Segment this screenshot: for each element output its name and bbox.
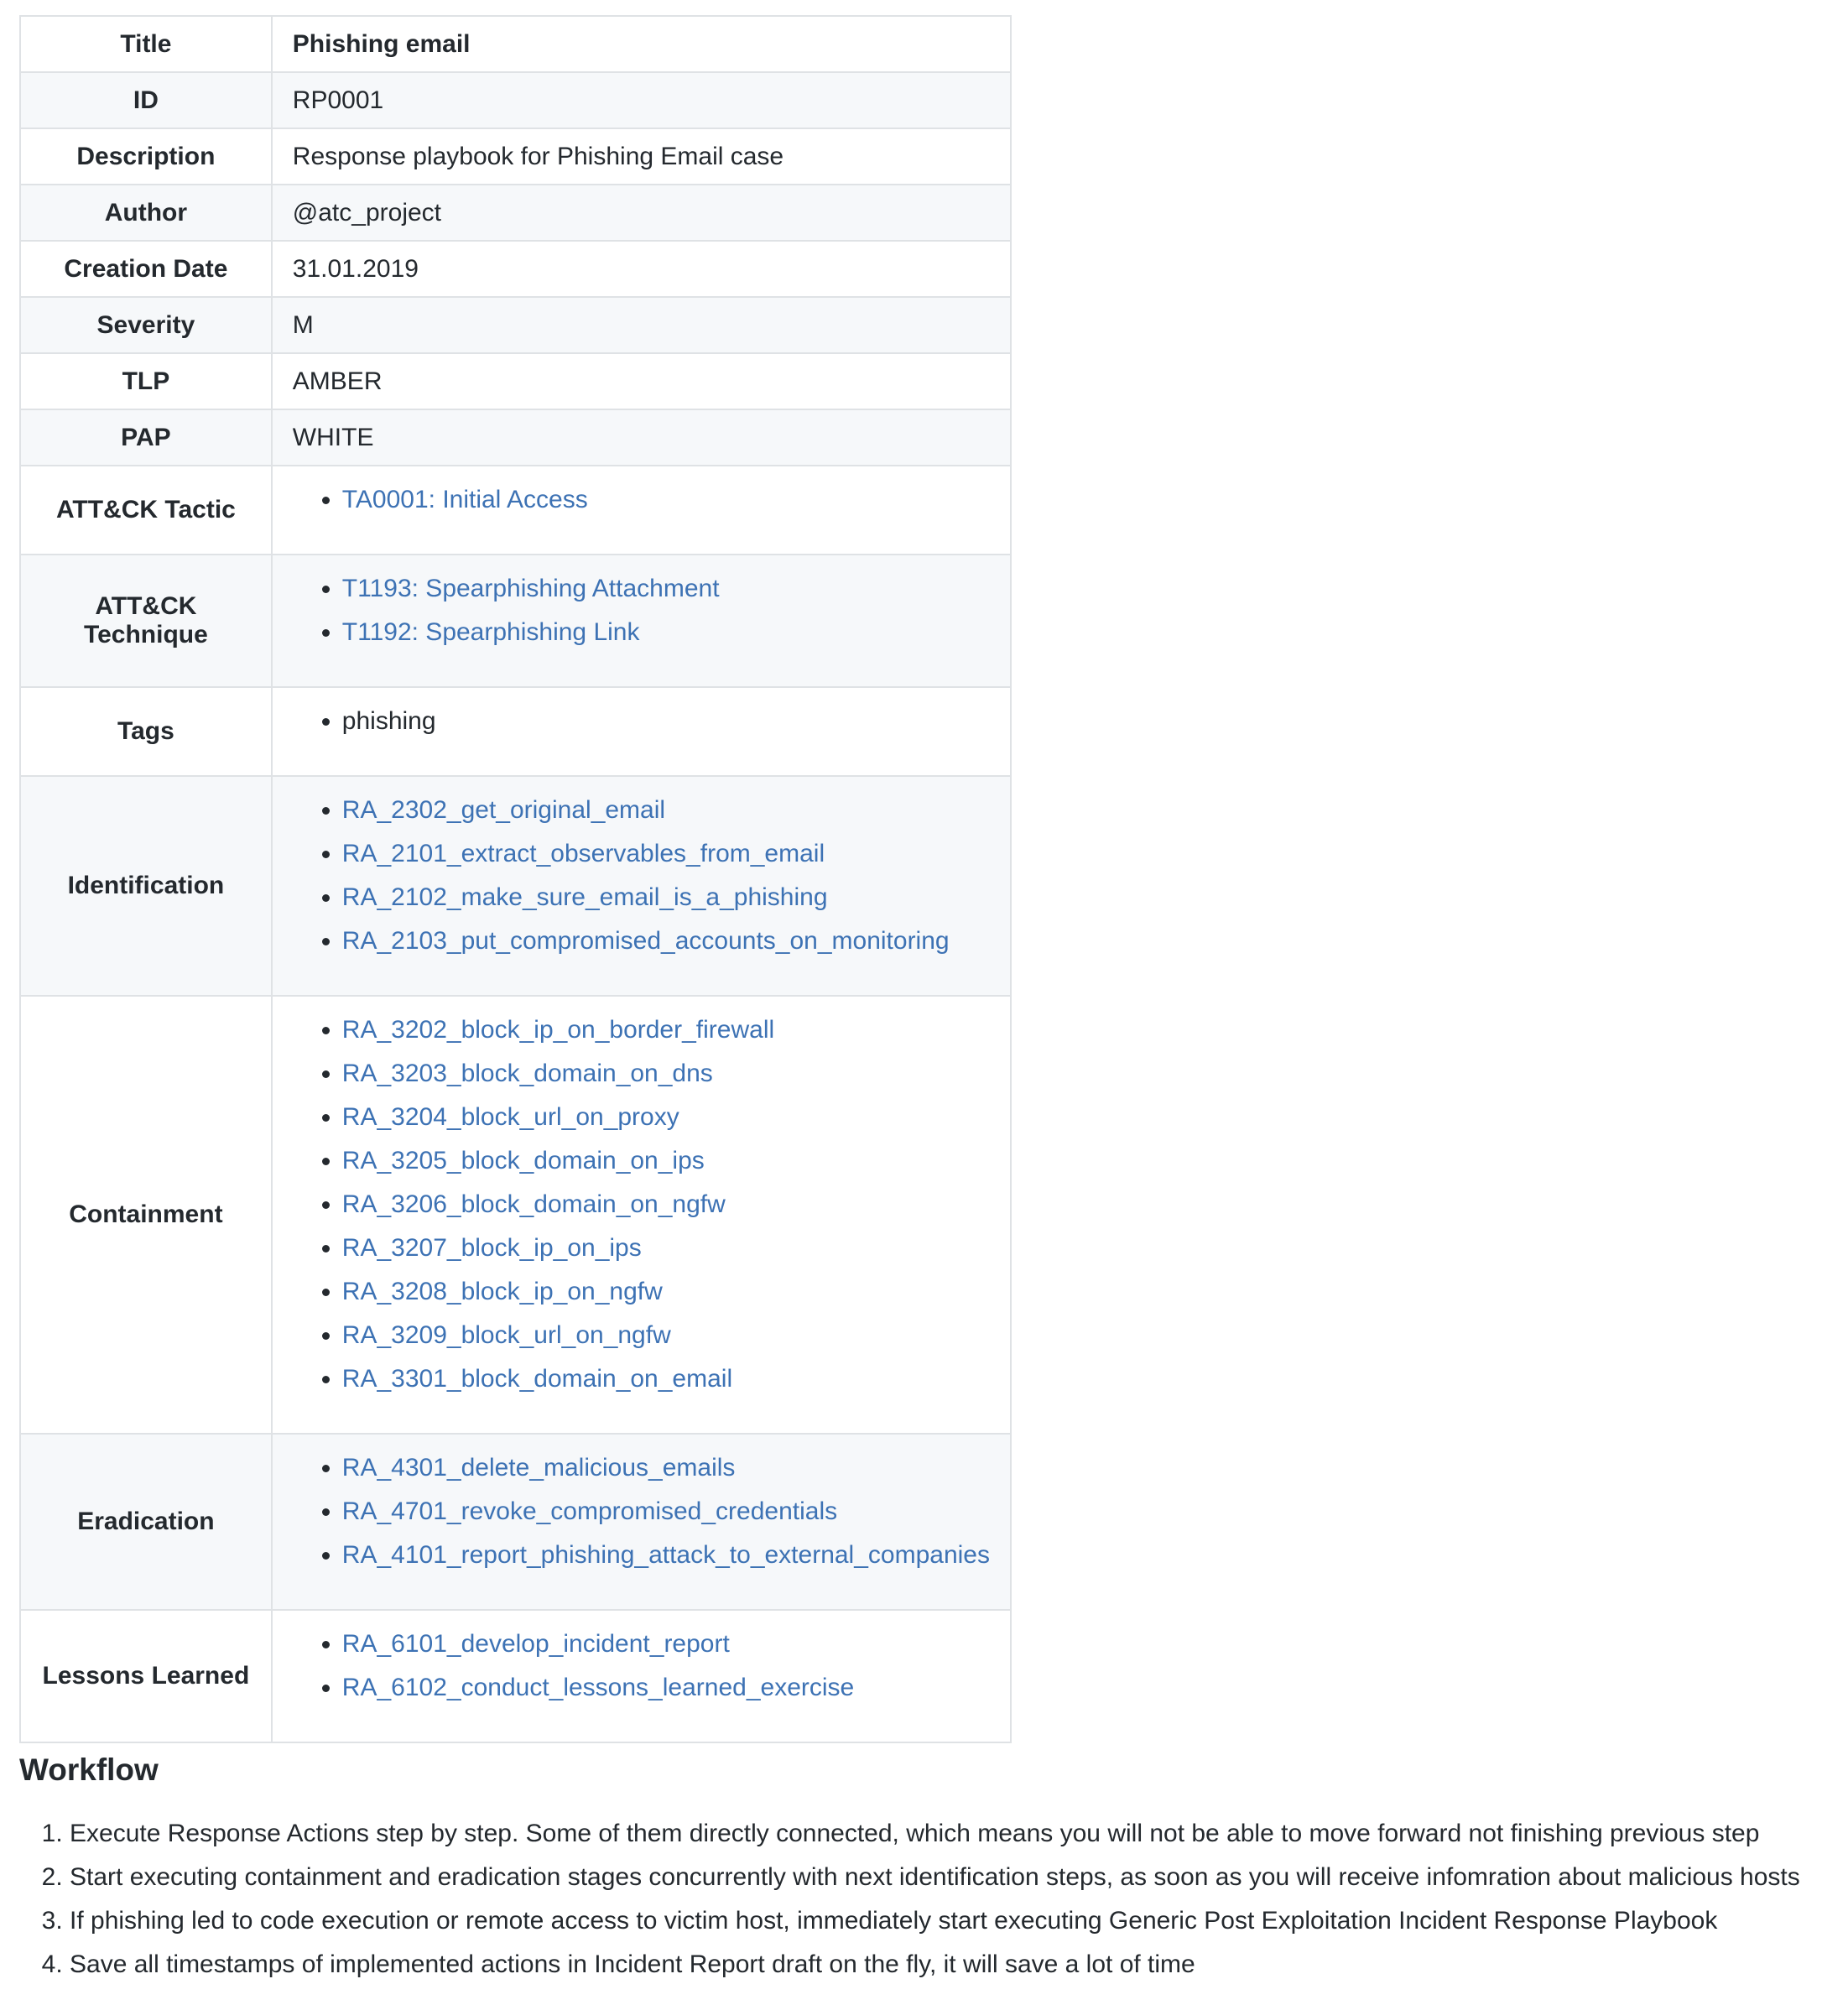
table-row-id <box>20 72 1011 128</box>
list-item <box>342 1490 990 1534</box>
response-action-link[interactable]: RA_6102_conduct_lessons_learned_exercise <box>341 1674 855 1701</box>
table-row-lessons-learned <box>20 1610 1011 1742</box>
response-action-link[interactable]: RA_3208_block_ip_on_ngfw <box>341 1278 663 1305</box>
lessons-learned-list <box>293 1611 990 1742</box>
containment-list <box>293 997 990 1433</box>
response-action-link[interactable]: RA_2302_get_original_email <box>341 796 666 824</box>
table-row-tlp <box>20 353 1011 409</box>
list-item <box>342 1096 990 1139</box>
list-item <box>342 1052 990 1096</box>
response-action-link[interactable]: RA_3301_block_domain_on_email <box>341 1365 733 1393</box>
list-item <box>342 1008 990 1052</box>
row-label-tags: Tags <box>20 687 272 776</box>
response-action-link[interactable]: RA_4101_report_phishing_attack_to_external_companies <box>341 1541 990 1569</box>
row-label-description: Description <box>20 128 272 185</box>
table-row-creation-date <box>20 241 1011 297</box>
workflow-step: 4. Save all timestamps of implemented actions in Incident Report draft on the fly, it will save a lot of time <box>70 1943 1848 1987</box>
response-action-link[interactable]: RA_3202_block_ip_on_border_firewall <box>341 1016 775 1044</box>
table-row-author <box>20 185 1011 241</box>
row-value-severity: M <box>272 297 1011 353</box>
technique-link[interactable]: T1192: Spearphishing Link <box>341 618 640 646</box>
response-action-link[interactable]: RA_3205_block_domain_on_ips <box>341 1147 705 1174</box>
row-label-id: ID <box>20 72 272 128</box>
row-label-technique: ATT&CK Technique <box>20 555 272 687</box>
response-action-link[interactable]: RA_3207_block_ip_on_ips <box>341 1234 642 1262</box>
list-item <box>342 789 990 832</box>
identification-list <box>293 777 990 995</box>
table-row-tags <box>20 687 1011 776</box>
response-action-link[interactable]: RA_3206_block_domain_on_ngfw <box>341 1190 726 1218</box>
row-label-identification: Identification <box>20 776 272 996</box>
table-row-title <box>20 16 1011 72</box>
list-item <box>342 611 990 654</box>
row-label-containment: Containment <box>20 996 272 1434</box>
list-item <box>342 1534 990 1577</box>
row-value-id: RP0001 <box>272 72 1011 128</box>
tactic-list <box>293 466 990 554</box>
table-row-tactic <box>20 466 1011 555</box>
list-item <box>342 919 990 963</box>
row-value-author: @atc_project <box>272 185 1011 241</box>
row-label-tlp: TLP <box>20 353 272 409</box>
row-label-severity: Severity <box>20 297 272 353</box>
response-action-link[interactable]: RA_4301_delete_malicious_emails <box>341 1454 736 1482</box>
technique-link[interactable]: T1193: Spearphishing Attachment <box>341 575 720 602</box>
workflow-step: 2. Start executing containment and eradication stages concurrently with next identification steps, as soon as you will receive infomration about malicious hosts <box>70 1856 1848 1899</box>
row-label-title: Title <box>20 16 272 72</box>
tags-list <box>293 688 990 775</box>
list-item <box>342 1226 990 1270</box>
row-value-description: Response playbook for Phishing Email case <box>272 128 1011 185</box>
list-item <box>342 1357 990 1401</box>
workflow-step: 1. Execute Response Actions step by step. Some of them directly connected, which means you will not be able to move forward not finishing previous step <box>70 1812 1848 1856</box>
list-item <box>342 1666 990 1710</box>
list-item <box>342 700 990 743</box>
list-item <box>342 1270 990 1314</box>
row-label-eradication: Eradication <box>20 1434 272 1610</box>
row-label-pap: PAP <box>20 409 272 466</box>
row-value-creation-date: 31.01.2019 <box>272 241 1011 297</box>
response-action-link[interactable]: RA_3204_block_url_on_proxy <box>341 1103 679 1131</box>
list-item <box>342 1446 990 1490</box>
technique-list <box>293 555 990 686</box>
list-item <box>342 876 990 919</box>
table-row-containment <box>20 996 1011 1434</box>
row-value-tlp: AMBER <box>272 353 1011 409</box>
list-item <box>342 832 990 876</box>
workflow-step: 3. If phishing led to code execution or remote access to victim host, immediately start executing Generic Post Exploitation Incident Response Playbook <box>70 1899 1848 1943</box>
response-action-link[interactable]: RA_4701_revoke_compromised_credentials <box>341 1497 838 1525</box>
list-item <box>342 478 990 522</box>
table-row-technique <box>20 555 1011 687</box>
response-action-link[interactable]: RA_2103_put_compromised_accounts_on_monitoring <box>341 927 950 955</box>
table-row-pap <box>20 409 1011 466</box>
playbook-title: Phishing email <box>272 16 1011 72</box>
row-label-tactic: ATT&CK Tactic <box>20 466 272 555</box>
table-row-severity <box>20 297 1011 353</box>
table-row-identification <box>20 776 1011 996</box>
row-label-creation-date: Creation Date <box>20 241 272 297</box>
playbook-table <box>19 15 1012 1743</box>
response-action-link[interactable]: RA_2102_make_sure_email_is_a_phishing <box>341 883 828 911</box>
response-action-link[interactable]: RA_6101_develop_incident_report <box>341 1630 730 1658</box>
workflow-heading: Workflow <box>19 1752 159 1787</box>
table-row-eradication <box>20 1434 1011 1610</box>
list-item <box>342 1622 990 1666</box>
eradication-list <box>293 1435 990 1609</box>
row-label-author: Author <box>20 185 272 241</box>
tactic-link[interactable]: TA0001: Initial Access <box>341 486 588 513</box>
response-action-link[interactable]: RA_3209_block_url_on_ngfw <box>341 1321 671 1349</box>
list-item <box>342 567 990 611</box>
row-label-lessons-learned: Lessons Learned <box>20 1610 272 1742</box>
row-value-pap: WHITE <box>272 409 1011 466</box>
table-row-description <box>20 128 1011 185</box>
list-item <box>342 1314 990 1357</box>
response-action-link[interactable]: RA_2101_extract_observables_from_email <box>341 840 825 867</box>
list-item <box>342 1139 990 1183</box>
workflow-steps-list <box>19 1812 1848 1987</box>
list-item <box>342 1183 990 1226</box>
tag-text: phishing <box>341 707 436 735</box>
response-action-link[interactable]: RA_3203_block_domain_on_dns <box>341 1060 713 1087</box>
